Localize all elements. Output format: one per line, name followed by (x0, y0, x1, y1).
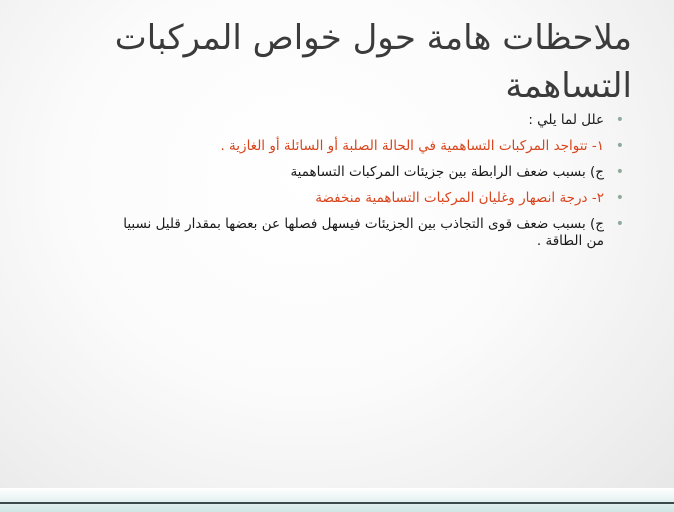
list-item (104, 190, 624, 207)
list-item (104, 138, 624, 155)
bullet-icon: • (615, 138, 624, 154)
footer-band (0, 488, 674, 512)
list-item-text: علل لما يلي : (528, 112, 604, 128)
list-item-text: ج) بسبب ضعف قوى التجاذب بين الجزيئات فيسهل فصلها عن بعضها بمقدار قليل نسبيا من الطاقة . (123, 216, 604, 249)
bullet-icon: • (615, 190, 624, 206)
list-item-text: ٢- درجة انصهار وغليان المركبات التساهمية منخفضة (315, 190, 604, 206)
list-item (104, 112, 624, 129)
bullet-icon: • (615, 112, 624, 128)
footer-rule (0, 502, 674, 504)
list-item (104, 216, 624, 250)
list-item-text: ١- تتواجد المركبات التساهمية في الحالة الصلبة أو السائلة أو الغازية . (220, 138, 604, 154)
bullet-icon: • (615, 164, 624, 180)
list-item (104, 164, 624, 181)
bullet-list (104, 112, 624, 259)
slide-title: ملاحظات هامة حول خواص المركبات التساهمة (114, 18, 632, 106)
list-item-text: ج) بسبب ضعف الرابطة بين جزيئات المركبات التساهمية (290, 164, 604, 180)
bullet-icon: • (615, 216, 624, 232)
